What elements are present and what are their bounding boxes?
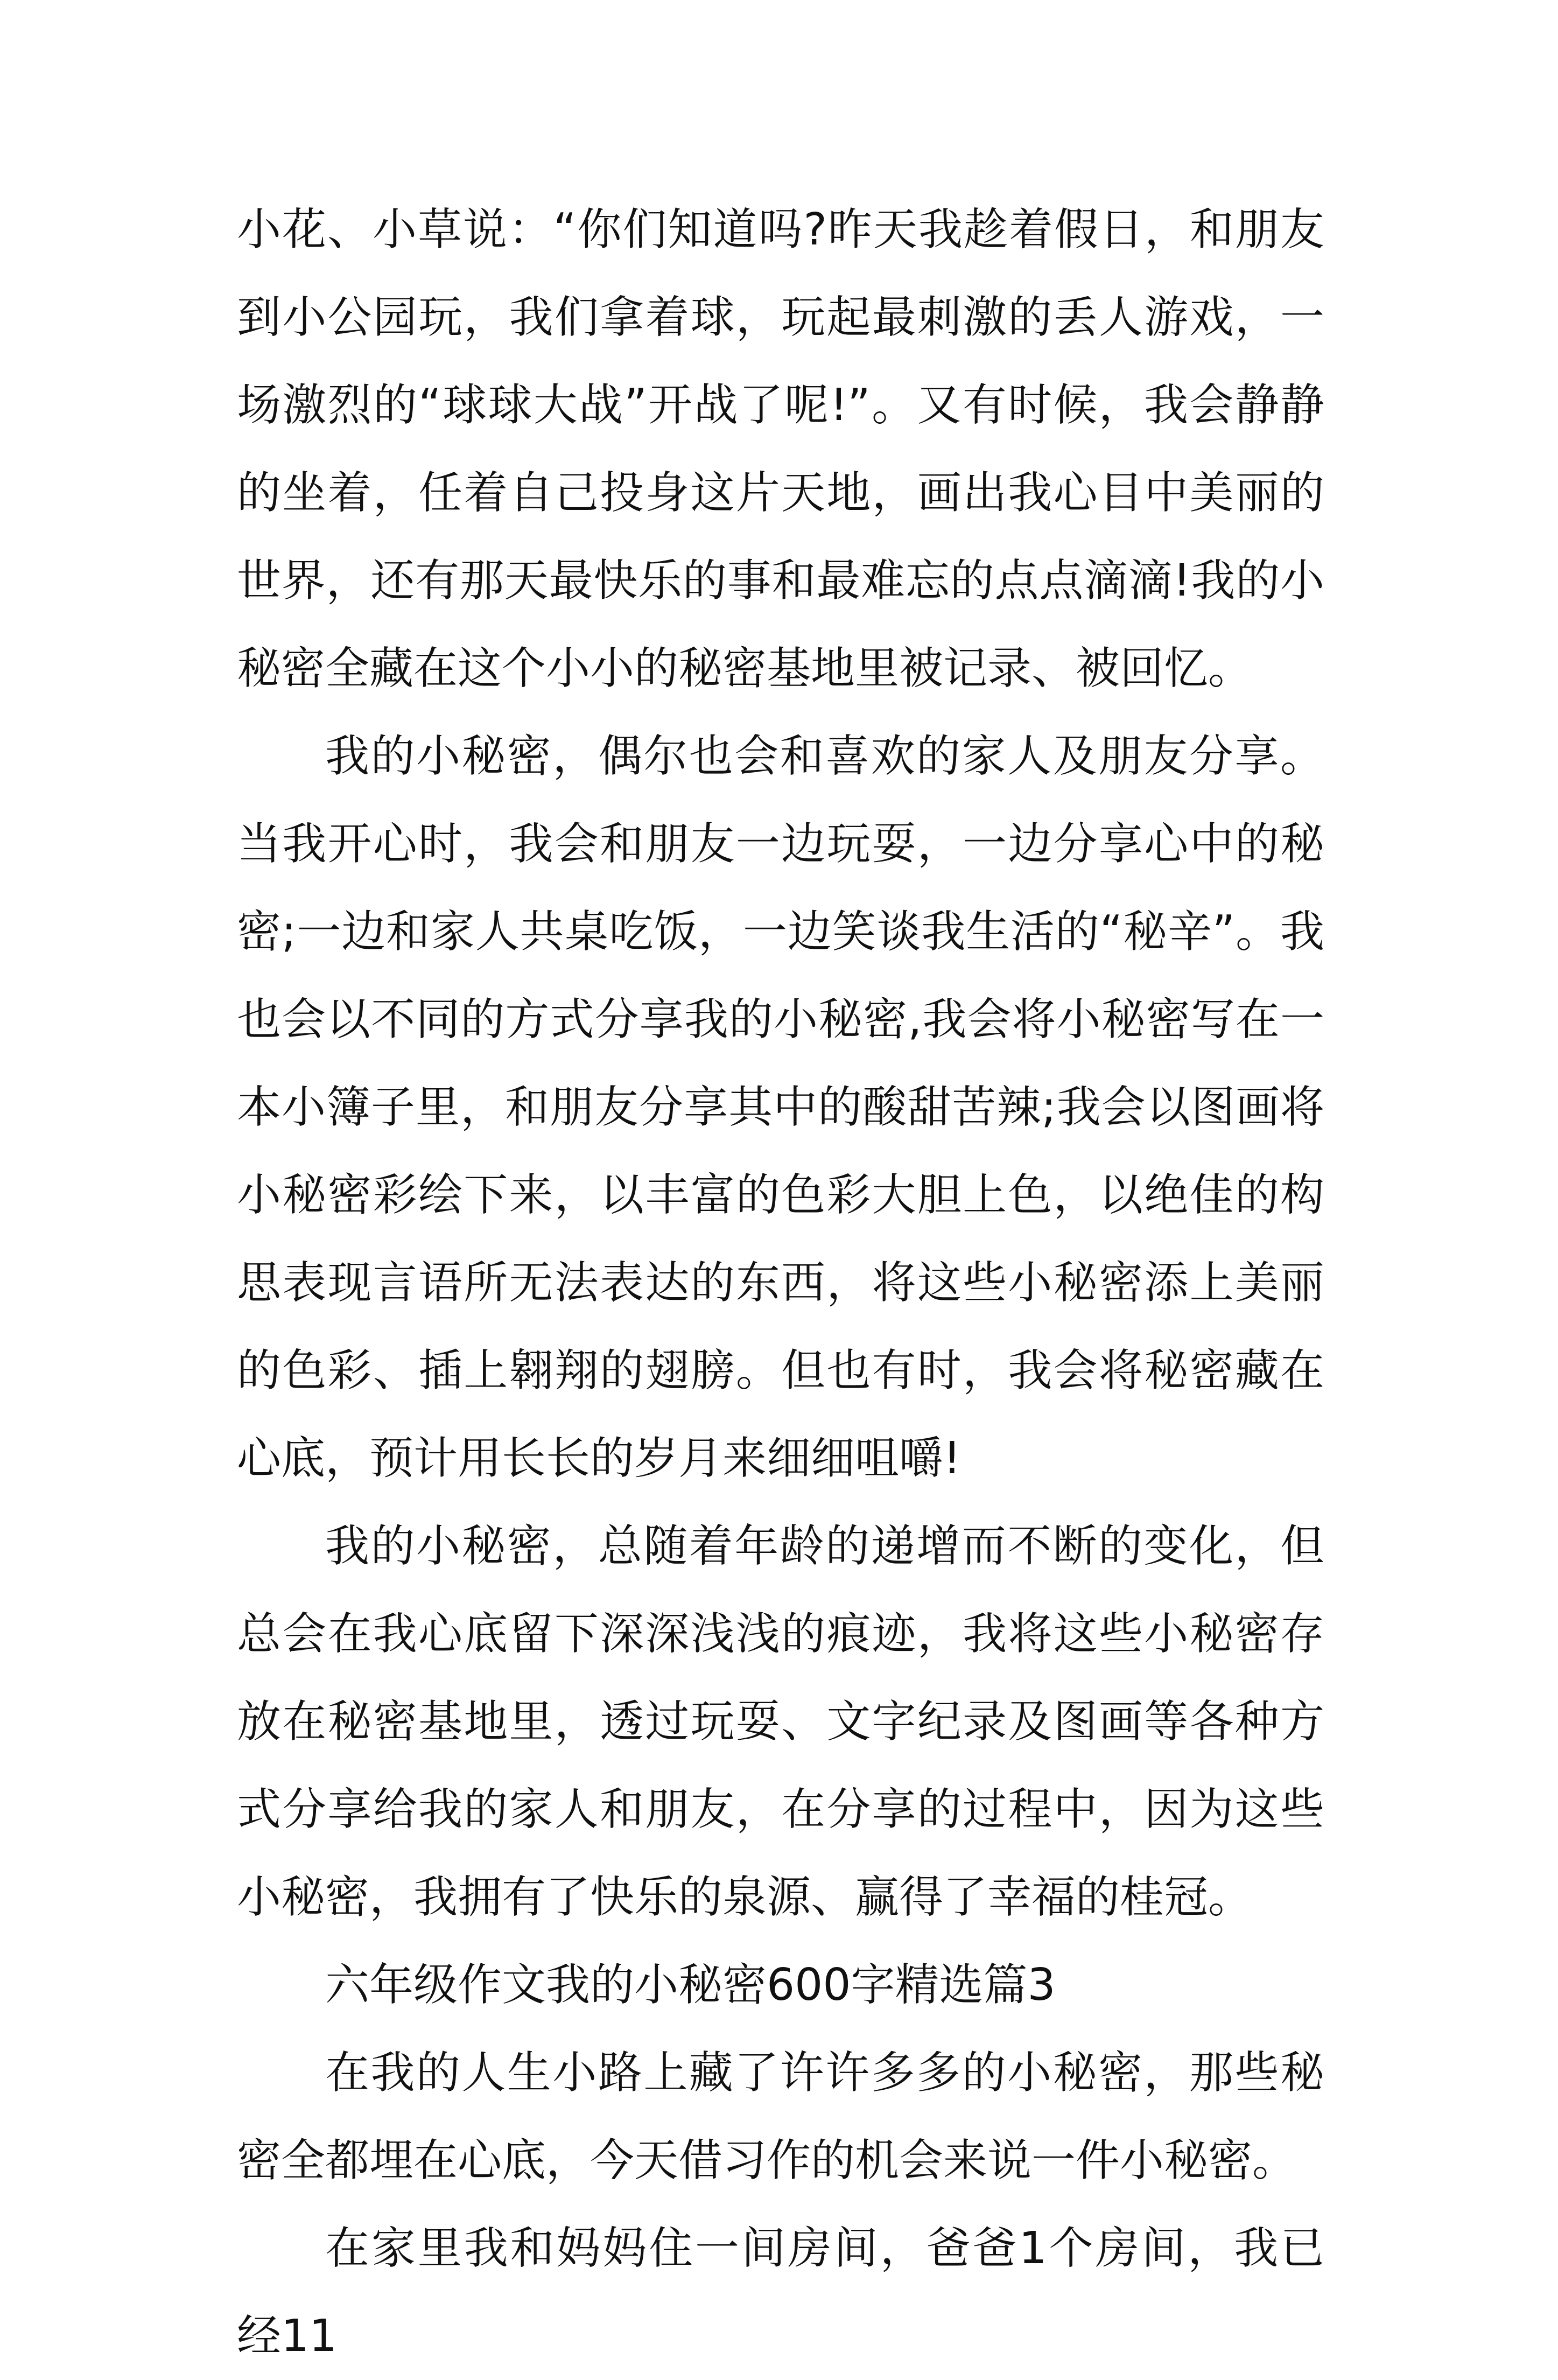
paragraph-5: 在家里我和妈妈住一间房间，爸爸1个房间，我已经11 bbox=[237, 2223, 1324, 2362]
paragraph-2: 我的小秘密，偶尔也会和喜欢的家人及朋友分享。当我开心时，我会和朋友一边玩耍，一边分享心中的秘密;一边和家人共桌吃饭，一边笑谈我生活的“秘辛”。我也会以不同的方式分享我的小秘密,我会将小秘密写在一本小簿子里，和朋友分享其中的酸甜苦辣;我会以图画将小秘密彩绘下来，以丰富的色彩大胆上色，以绝佳的构思表现言语所无法表达的东西，将这些小秘密添上美丽的色彩、插上翱翔的翅膀。但也有时，我会将秘密藏在心底，预计用长长的岁月来细细咀嚼! bbox=[237, 731, 1324, 1484]
paragraph-1: 小花、小草说：“你们知道吗?昨天我趁着假日，和朋友到小公园玩，我们拿着球，玩起最刺激的丢人游戏，一场激烈的“球球大战”开战了呢!”。又有时候，我会静静的坐着，任着自己投身这片天地，画出我心目中美丽的世界，还有那天最快乐的事和最难忘的点点滴滴!我的小秘密全藏在这个小小的秘密基地里被记录、被回忆。 bbox=[237, 204, 1324, 694]
paragraph-3: 我的小秘密，总随着年龄的递增而不断的变化，但总会在我心底留下深深浅浅的痕迹，我将这些小秘密存放在秘密基地里，透过玩耍、文字纪录及图画等各种方式分享给我的家人和朋友，在分享的过程中，因为这些小秘密，我拥有了快乐的泉源、赢得了幸福的桂冠。 bbox=[237, 1521, 1324, 1923]
section-heading: 六年级作文我的小秘密600字精选篇3 bbox=[325, 1959, 1056, 2011]
paragraph-4: 在我的人生小路上藏了许许多多的小秘密，那些秘密全都埋在心底，今天借习作的机会来说一件小秘密。 bbox=[237, 2047, 1324, 2186]
body-text bbox=[237, 186, 1324, 2380]
